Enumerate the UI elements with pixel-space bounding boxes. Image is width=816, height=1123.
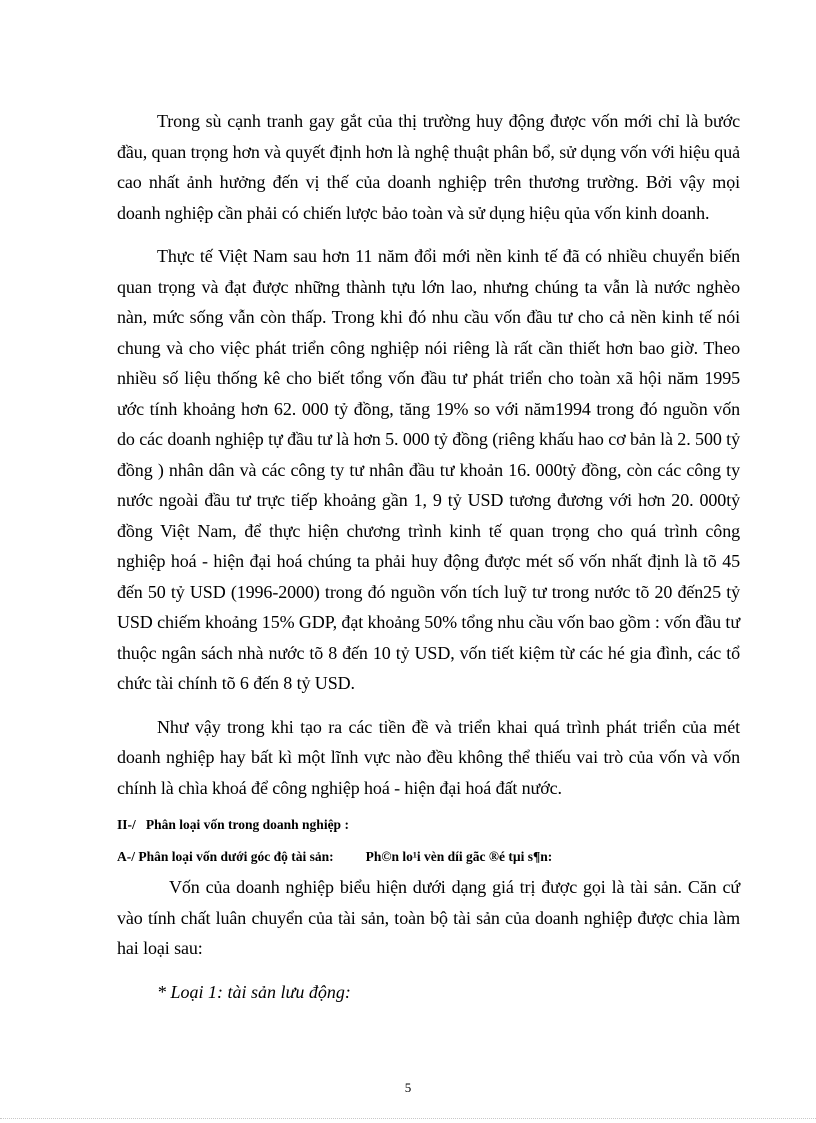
subsection-heading	[117, 848, 740, 866]
section-heading: II-/ Phân loại vốn trong doanh nghiệp :	[117, 817, 349, 832]
subsection-heading-text: A-/ Phân loại vốn dưới góc độ tài sản:	[117, 849, 334, 864]
page-content	[117, 106, 740, 1007]
paragraph-asset-definition: Vốn của doanh nghiệp biểu hiện dưới dạng giá trị được gọi là tài sản. Căn cứ vào tính chất luân chuyển của tài sản, toàn bộ tài sản của doanh nghiệp được chia làm hai loại sau:	[117, 877, 740, 958]
paragraph-capital-role: Như vậy trong khi tạo ra các tiền đề và triển khai quá trình phát triển của mét doanh nghiệp hay bất kì một lĩnh vực nào đều không thể thiếu vai trò của vốn và vốn chính là chìa khoá để công nghiệp hoá - hiện đại hoá đất nước.	[117, 716, 740, 798]
list-item-type-1: * Loại 1: tài sản lưu động:	[157, 981, 351, 1002]
subsection-heading-garbled: Ph©n lo¹i vèn díi gãc ®é tµi s¶n:	[365, 849, 553, 864]
page-number: 5	[404, 1080, 412, 1095]
page-bottom-divider	[0, 1118, 816, 1119]
paragraph-capital-allocation: Trong sù cạnh tranh gay gắt của thị trường huy động được vốn mới chỉ là bước đầu, quan trọng hơn và quyết định hơn là nghệ thuật phân bổ, sử dụng vốn với hiệu quả cao nhất ảnh hưởng đến vị thế của doanh nghiệp trên thương trường. Bởi vậy mọi doanh nghiệp cần phải có chiến lược bảo toàn và sử dụng hiệu qủa vốn kinh doanh.	[117, 111, 740, 223]
paragraph-vietnam-investment: Thực tế Việt Nam sau hơn 11 năm đổi mới nền kinh tế đã có nhiều chuyển biến quan trọng và đạt được những thành tựu lớn lao, nhưng chúng ta vẫn là nước nghèo nàn, mức sống vẫn còn thấp. Trong khi đó nhu cầu vốn đầu tư cho cả nền kinh tế nói chung và cho việc phát triển công nghiệp nói riêng là rất cần thiết hơn bao giờ. Theo nhiều số liệu thống kê cho biết tổng vốn đầu tư phát triển cho toàn xã hội năm 1995 ước tính khoảng hơn 62. 000 tỷ đồng, tăng 19% so với năm1994 trong đó nguồn vốn do các doanh nghiệp tự đầu tư là hơn 5. 000 tỷ đồng (riêng khấu hao cơ bản là 2. 500 tỷ đồng ) nhân dân và các công ty tư nhân đầu tư khoản 16. 000tỷ đồng, còn các công ty nước ngoài đầu tư trực tiếp khoảng gần 1, 9 tỷ USD tương đương với hơn 20. 000tỷ đồng Việt Nam, để thực hiện chương trình kinh tế quan trọng cho quá trình công nghiệp hoá - hiện đại hoá chúng ta phải huy động được mét số vốn nhất định là tõ 45 đến 50 tỷ USD (1996-2000) trong đó nguồn vốn tích luỹ tư trong nước tõ 20 đến25 tỷ USD chiếm khoảng 15% GDP, đạt khoảng 50% tổng nhu cầu vốn bao gồm : vốn đầu tư thuộc ngân sách nhà nước tõ 8 đến 10 tỷ USD, vốn tiết kiệm từ các hé gia đình, các tổ chức tài chính tõ 6 đến 8 tỷ USD.	[117, 246, 740, 693]
